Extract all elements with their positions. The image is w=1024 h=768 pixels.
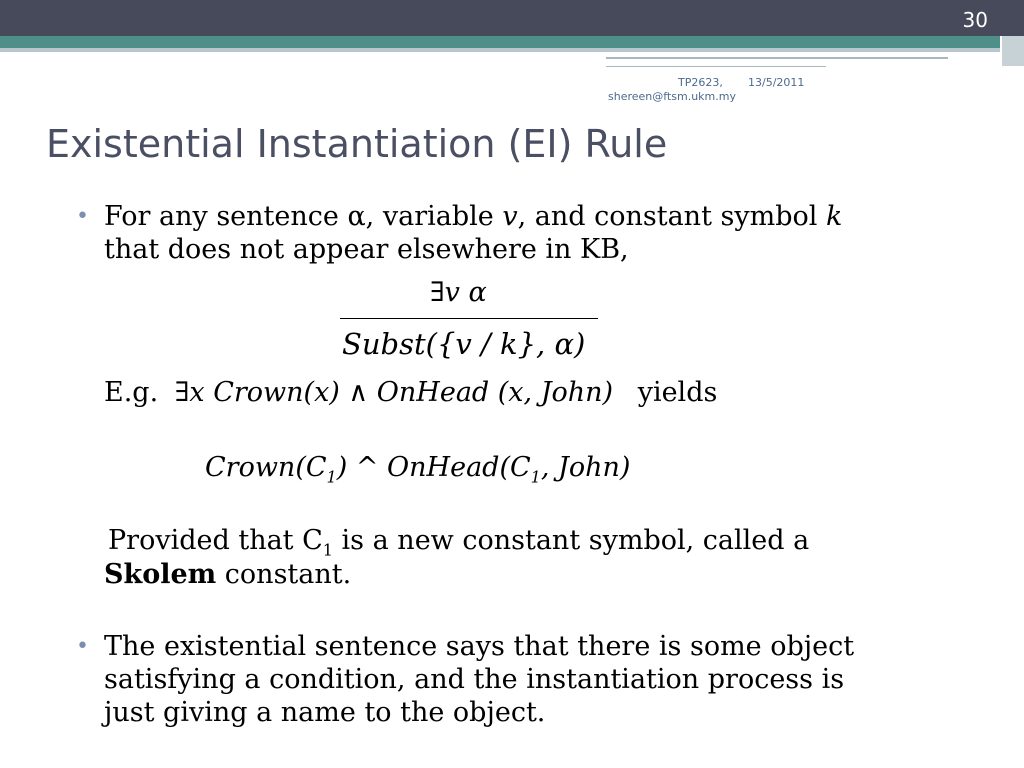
decorative-line bbox=[606, 66, 826, 67]
result-subscript: 1 bbox=[326, 467, 337, 487]
bullet2-line3: just giving a name to the object. bbox=[104, 697, 546, 728]
result-subscript: 1 bbox=[530, 467, 541, 487]
header-bar bbox=[0, 0, 1024, 36]
header-corner-block bbox=[1000, 36, 1024, 66]
bullet1-text-a: For any sentence α, variable bbox=[104, 201, 503, 232]
example-expression: ∃x Crown(x) ∧ OnHead (x, John) bbox=[174, 377, 614, 408]
result-part-b: ) ^ OnHead(C bbox=[336, 452, 531, 483]
provided-line2 bbox=[104, 558, 351, 591]
bullet1-line1 bbox=[104, 200, 842, 233]
slide-title: Existential Instantiation (EI) Rule bbox=[46, 122, 668, 166]
example-prefix: E.g. bbox=[104, 377, 159, 408]
variable-v: v bbox=[502, 201, 518, 232]
provided-text-rest: constant. bbox=[216, 559, 352, 590]
result-part-a: Crown(C bbox=[205, 452, 327, 483]
example-result bbox=[205, 451, 630, 493]
rule-fraction-line bbox=[340, 318, 598, 319]
provided-text-b: is a new constant symbol, called a bbox=[332, 525, 810, 556]
bullet1-line2: that does not appear elsewhere in KB, bbox=[104, 234, 629, 265]
course-code: TP2623, bbox=[678, 76, 723, 89]
rule-denominator: Subst({v / k}, α) bbox=[342, 327, 586, 361]
provided-subscript: 1 bbox=[322, 540, 333, 560]
bullet2-line1: The existential sentence says that there is some object bbox=[104, 631, 855, 662]
author-email: shereen@ftsm.ukm.my bbox=[608, 90, 736, 103]
bullet1-text-b: , and constant symbol bbox=[517, 201, 826, 232]
rule-numerator: ∃v α bbox=[430, 277, 487, 308]
constant-k: k bbox=[825, 201, 843, 232]
provided-text-a: Provided that C bbox=[108, 525, 323, 556]
header-stripe-thin bbox=[0, 48, 1024, 52]
result-part-c: , John) bbox=[540, 452, 631, 483]
example-line bbox=[104, 376, 717, 409]
bullet2-line2: satisfying a condition, and the instantiation process is bbox=[104, 664, 845, 695]
skolem-term: Skolem bbox=[104, 559, 217, 590]
decorative-line bbox=[606, 57, 948, 59]
slide-number: 30 bbox=[962, 8, 988, 32]
bullet-marker: • bbox=[76, 634, 89, 659]
slide-date: 13/5/2011 bbox=[748, 76, 805, 89]
header-stripe bbox=[0, 36, 1024, 48]
example-suffix: yields bbox=[637, 377, 718, 408]
bullet-marker: • bbox=[76, 204, 89, 229]
